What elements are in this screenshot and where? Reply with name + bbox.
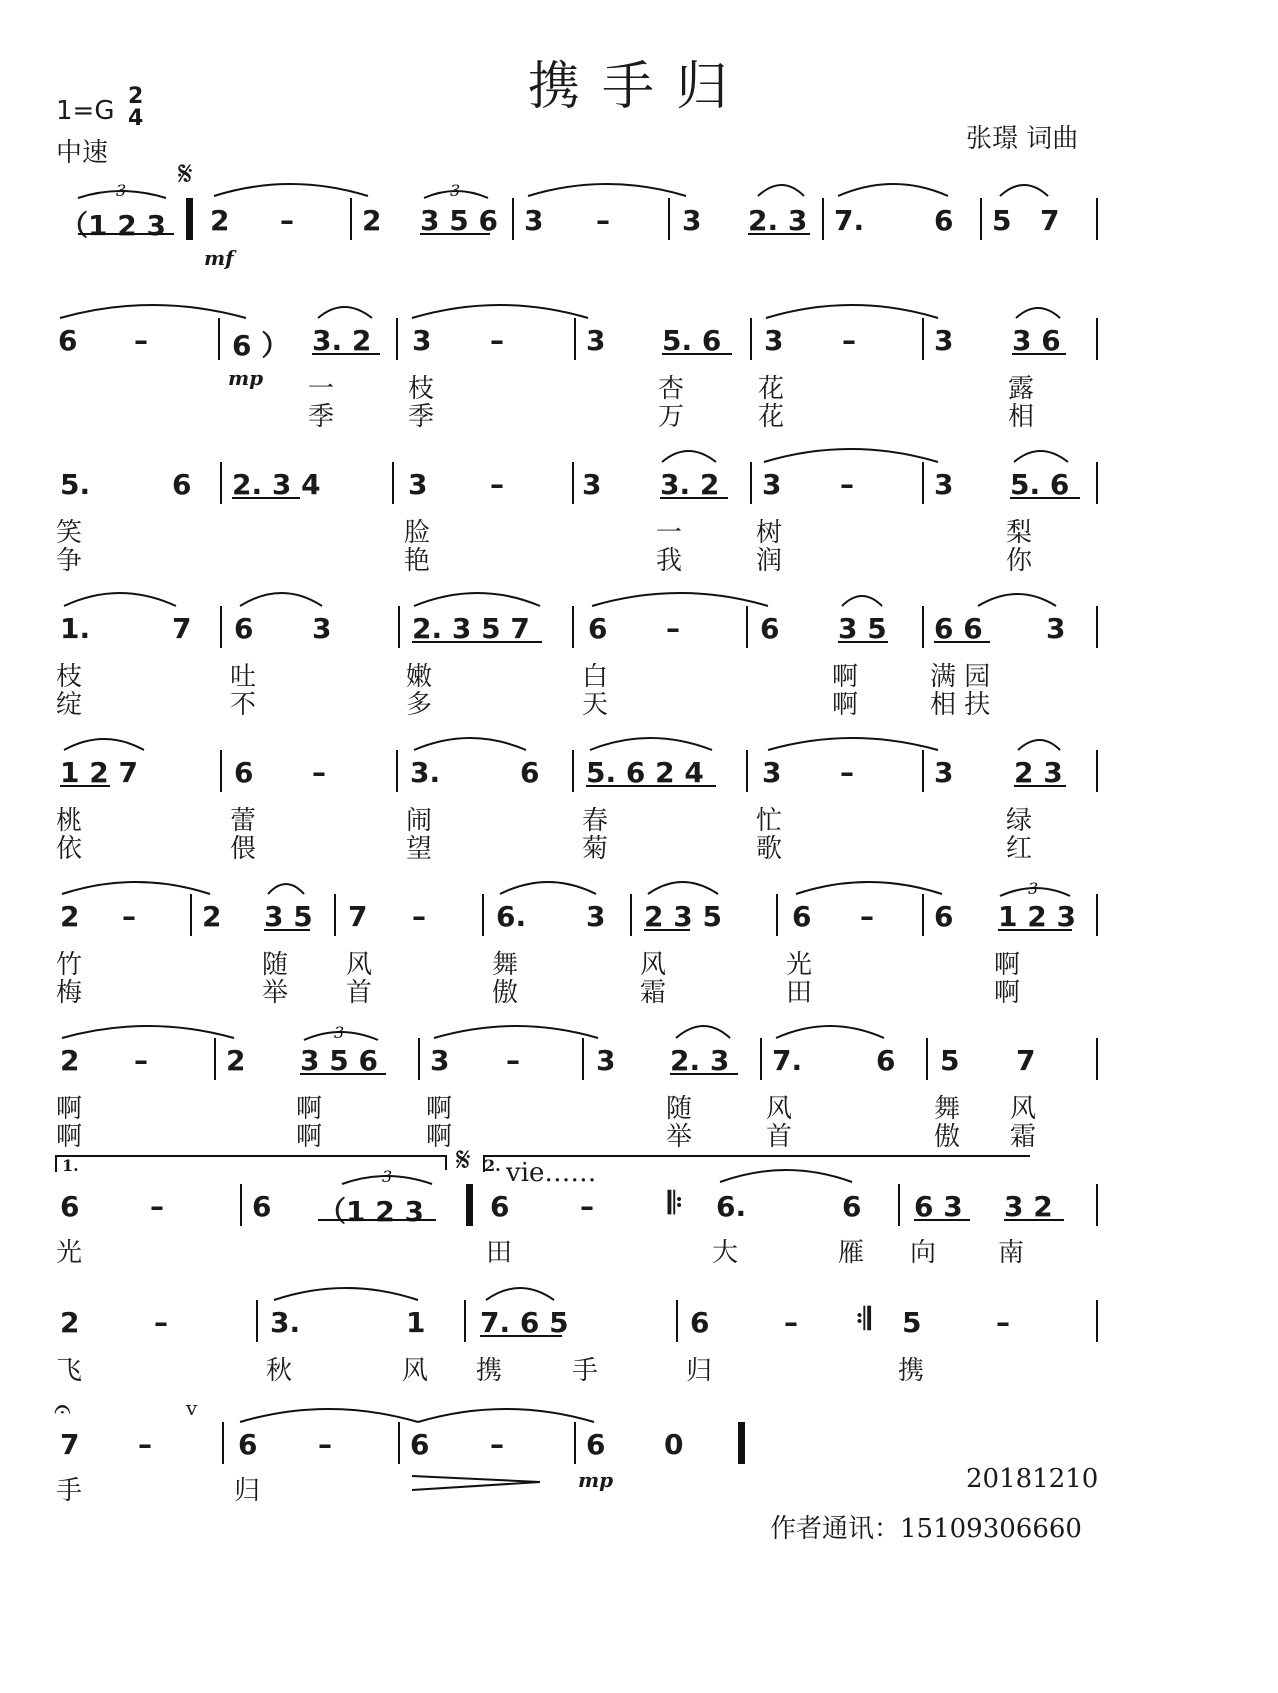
note: 3 5 xyxy=(264,900,313,933)
note: – xyxy=(490,1428,504,1461)
lyric: 携 xyxy=(898,1356,925,1386)
slur xyxy=(796,882,942,894)
author-credit: 张璟 词曲 xyxy=(966,124,1079,154)
note: – xyxy=(134,324,148,357)
volta-2-bracket xyxy=(484,1156,1030,1172)
slur xyxy=(414,738,526,750)
lyric: 霜 xyxy=(640,978,667,1008)
slur xyxy=(418,1409,594,1422)
note: 2 3 5 xyxy=(644,900,722,933)
note: 3 xyxy=(764,324,784,357)
note: 6 xyxy=(586,1428,606,1461)
lyric: 归 xyxy=(234,1476,261,1506)
note: – xyxy=(318,1428,332,1461)
lyric: 举 xyxy=(666,1122,693,1152)
lyric: 笑 xyxy=(56,518,83,548)
lyric: 季 xyxy=(408,402,435,432)
triplet-3: 3 xyxy=(450,181,461,200)
note: 3 6 xyxy=(1012,324,1061,357)
note: 3 5 6 xyxy=(420,204,498,237)
slur xyxy=(1016,308,1060,318)
note: – xyxy=(840,756,854,789)
note: 1. xyxy=(60,612,91,645)
slur xyxy=(1000,185,1048,196)
note: 6 xyxy=(792,900,812,933)
lyric: 你 xyxy=(1006,546,1033,576)
note: 7 xyxy=(172,612,192,645)
contact-info: 作者通讯：15109306660 xyxy=(770,1514,1082,1544)
note: 3 xyxy=(586,324,606,357)
lyric: 风 xyxy=(1010,1094,1037,1124)
triplet-3: 3 xyxy=(334,1023,345,1042)
lyric: 绽 xyxy=(56,690,83,720)
slur xyxy=(838,184,948,196)
slur xyxy=(592,593,768,606)
lyric: 满 园 xyxy=(930,662,991,692)
lyric: 啊 xyxy=(426,1094,453,1124)
note: 6 xyxy=(588,612,608,645)
lyric: 舞 xyxy=(934,1094,961,1124)
note: 6 xyxy=(842,1190,862,1223)
segno-mark: 𝄋 xyxy=(178,154,193,194)
lyric: 歌 xyxy=(756,834,783,864)
lyric: 嫩 xyxy=(406,662,433,692)
lyric: 一 xyxy=(656,518,683,548)
slur xyxy=(676,1026,730,1038)
note: – xyxy=(784,1306,798,1339)
note: 2 3 xyxy=(1014,756,1063,789)
triplet-3: 3 xyxy=(1028,879,1039,898)
segno-mark-2: 𝄋 xyxy=(456,1140,471,1180)
lyric: 啊 xyxy=(832,690,859,720)
note: 2 xyxy=(210,204,230,237)
note: 3 xyxy=(596,1044,616,1077)
note: – xyxy=(280,204,294,237)
note: 6 xyxy=(234,756,254,789)
note: 6 xyxy=(60,1190,80,1223)
note: 3 xyxy=(762,756,782,789)
lyric: 白 xyxy=(582,662,609,692)
lyric: 红 xyxy=(1006,834,1033,864)
note: 3 xyxy=(934,468,954,501)
note: – xyxy=(860,900,874,933)
lyric: 随 xyxy=(262,950,289,980)
slur xyxy=(766,305,938,318)
slur xyxy=(486,1288,554,1300)
note: 3 xyxy=(586,900,606,933)
key-signature: 1=G xyxy=(56,96,115,126)
slur xyxy=(1018,740,1060,750)
slur xyxy=(720,1170,852,1182)
vie-text: vie…… xyxy=(506,1158,597,1188)
lyric: 风 xyxy=(640,950,667,980)
slur xyxy=(648,882,718,894)
note: 5. xyxy=(60,468,91,501)
note: 7. 6 5 xyxy=(480,1306,569,1339)
slur xyxy=(64,739,144,750)
note: – xyxy=(996,1306,1010,1339)
note: – xyxy=(840,468,854,501)
lyric: 啊 xyxy=(832,662,859,692)
slur xyxy=(318,307,372,318)
note: 6 ） xyxy=(232,329,290,362)
lyric: 携 xyxy=(476,1356,503,1386)
repeat-start-barline: 𝄆 xyxy=(668,1186,683,1221)
lyric: 秋 xyxy=(266,1356,293,1386)
fermata-mark: 𝄐 xyxy=(54,1392,71,1427)
slur xyxy=(240,1409,418,1422)
note: 6 xyxy=(876,1044,896,1077)
note: 7 xyxy=(1040,204,1060,237)
slur xyxy=(590,738,712,750)
note: – xyxy=(412,900,426,933)
note: 5. 6 xyxy=(662,324,722,357)
lyric: 不 xyxy=(230,690,257,720)
note: 6 xyxy=(934,204,954,237)
slur xyxy=(274,1288,418,1300)
note: – xyxy=(580,1190,594,1223)
lyric: 相 扶 xyxy=(930,690,991,720)
lyric: 花 xyxy=(758,374,785,404)
slur xyxy=(62,882,210,894)
slur xyxy=(1014,451,1068,462)
slur xyxy=(764,449,938,462)
lyric: 桃 xyxy=(56,806,83,836)
note: 2 xyxy=(60,1044,80,1077)
lyric: 田 xyxy=(486,1238,513,1268)
slur xyxy=(434,1026,598,1038)
note: 1 xyxy=(406,1306,426,1339)
lyric: 傲 xyxy=(934,1122,961,1152)
lyric: 争 xyxy=(56,546,83,576)
note: 2 xyxy=(202,900,222,933)
lyric: 季 xyxy=(308,402,335,432)
note: 3 xyxy=(312,612,332,645)
slur xyxy=(500,882,596,894)
slur xyxy=(528,184,686,196)
lyric: 大 xyxy=(712,1238,739,1268)
lyric: 万 xyxy=(658,402,685,432)
lyric: 光 xyxy=(56,1238,83,1268)
lyric: 多 xyxy=(406,690,433,720)
lyric: 偎 xyxy=(230,834,257,864)
note: 3. 2 xyxy=(312,324,372,357)
repeat-end-barline: 𝄇 xyxy=(856,1302,871,1337)
lyric: 首 xyxy=(766,1122,793,1152)
volta-1-label: 1. xyxy=(62,1156,79,1175)
note: 3 xyxy=(1046,612,1066,645)
note: 6 xyxy=(934,900,954,933)
lyric: 舞 xyxy=(492,950,519,980)
lyric: 首 xyxy=(346,978,373,1008)
note: 7 xyxy=(348,900,368,933)
note: 3 xyxy=(682,204,702,237)
lyric: 梅 xyxy=(56,978,83,1008)
note: 3 xyxy=(524,204,544,237)
note: 6. xyxy=(496,900,527,933)
lyric: 绿 xyxy=(1006,806,1033,836)
note: – xyxy=(490,324,504,357)
lyric: 一 xyxy=(308,374,335,404)
note: 3. xyxy=(270,1306,301,1339)
note: 5. 6 2 4 xyxy=(586,756,704,789)
note: 3. 2 xyxy=(660,468,720,501)
note: 7. xyxy=(772,1044,803,1077)
lyric: 飞 xyxy=(56,1356,83,1386)
note: 2 xyxy=(362,204,382,237)
date-stamp: 20181210 xyxy=(966,1464,1099,1494)
note: 6 xyxy=(520,756,540,789)
lyric: 啊 xyxy=(296,1122,323,1152)
slur xyxy=(662,451,716,462)
slur xyxy=(768,738,938,750)
lyric: 望 xyxy=(406,834,433,864)
note: – xyxy=(150,1190,164,1223)
note: 7. xyxy=(834,204,865,237)
lyric: 相 xyxy=(1008,402,1035,432)
slur xyxy=(978,594,1056,606)
note: 3 5 6 xyxy=(300,1044,378,1077)
slur xyxy=(214,184,368,196)
lyric: 风 xyxy=(346,950,373,980)
lyric: 啊 xyxy=(426,1122,453,1152)
lyric: 手 xyxy=(572,1356,599,1386)
note: – xyxy=(122,900,136,933)
lyric: 啊 xyxy=(296,1094,323,1124)
note: 3 xyxy=(412,324,432,357)
note: – xyxy=(490,468,504,501)
note: 2 xyxy=(60,900,80,933)
note: 5. 6 xyxy=(1010,468,1070,501)
slur xyxy=(62,1026,234,1038)
dynamic-mp: mp xyxy=(228,366,264,390)
time-bottom: 4 xyxy=(128,106,144,131)
note: 6 xyxy=(172,468,192,501)
dynamic-mf: mf xyxy=(204,246,234,270)
lyric: 啊 xyxy=(994,978,1021,1008)
lyric: 啊 xyxy=(994,950,1021,980)
note: 3 2 xyxy=(1004,1190,1053,1223)
lyric: 依 xyxy=(56,834,83,864)
lyric: 光 xyxy=(786,950,813,980)
triplet-3: 3 xyxy=(116,181,127,200)
song-title: 携手归 xyxy=(527,57,750,117)
slur xyxy=(240,593,322,606)
note: 3 xyxy=(762,468,782,501)
lyric: 风 xyxy=(766,1094,793,1124)
lyric: 向 xyxy=(910,1238,937,1268)
lyric: 田 xyxy=(786,978,813,1008)
note: – xyxy=(312,756,326,789)
note: – xyxy=(154,1306,168,1339)
note: 6 xyxy=(238,1428,258,1461)
note: 6 xyxy=(760,612,780,645)
note: 1 2 3 xyxy=(998,900,1076,933)
note: 5 xyxy=(940,1044,960,1077)
tempo-marking: 中速 xyxy=(56,138,109,168)
breath-mark: v xyxy=(186,1396,198,1420)
note: 3 xyxy=(934,324,954,357)
lyric: 傲 xyxy=(492,978,519,1008)
slur xyxy=(60,305,246,318)
note: – xyxy=(666,612,680,645)
note: 6 xyxy=(252,1190,272,1223)
lyric: 霜 xyxy=(1010,1122,1037,1152)
lyric: 杏 xyxy=(658,374,685,404)
lyric: 闹 xyxy=(406,806,433,836)
lyric: 竹 xyxy=(56,950,83,980)
lyric: 啊 xyxy=(56,1094,83,1124)
lyric: 随 xyxy=(666,1094,693,1124)
lyric: 枝 xyxy=(408,374,435,404)
note: 2. 3 4 xyxy=(232,468,321,501)
note: – xyxy=(134,1044,148,1077)
decrescendo-hairpin xyxy=(412,1476,540,1490)
slur xyxy=(842,596,882,606)
slur xyxy=(414,593,540,606)
lyric: 蕾 xyxy=(230,806,257,836)
note: 1 2 7 xyxy=(60,756,138,789)
slur xyxy=(776,1026,884,1038)
note: 3. xyxy=(410,756,441,789)
note: 2. 3 xyxy=(748,204,808,237)
note: （1 2 3 xyxy=(60,209,166,242)
lyric: 润 xyxy=(756,546,783,576)
note: 3 xyxy=(934,756,954,789)
note: （1 2 3 xyxy=(318,1195,424,1228)
note: 6 xyxy=(58,324,78,357)
volta-2-label: 2. xyxy=(484,1156,501,1175)
note: 5 xyxy=(902,1306,922,1339)
note: – xyxy=(842,324,856,357)
note: 6 6 xyxy=(934,612,983,645)
lyric: 吐 xyxy=(230,662,257,692)
dynamic-mp-end: mp xyxy=(578,1468,614,1492)
lyric: 梨 xyxy=(1006,518,1033,548)
lyric: 树 xyxy=(756,518,783,548)
lyric: 举 xyxy=(262,978,289,1008)
note: 3 xyxy=(582,468,602,501)
note: 3 xyxy=(430,1044,450,1077)
note: 2. 3 5 7 xyxy=(412,612,530,645)
lyric: 花 xyxy=(758,402,785,432)
lyric: 我 xyxy=(656,546,683,576)
note: 3 5 xyxy=(838,612,887,645)
slur xyxy=(268,884,304,894)
note: – xyxy=(138,1428,152,1461)
note: 6 xyxy=(490,1190,510,1223)
lyric: 露 xyxy=(1008,374,1035,404)
lyric: 菊 xyxy=(582,834,609,864)
note: 3 xyxy=(408,468,428,501)
lyric: 手 xyxy=(56,1476,83,1506)
note: 6 xyxy=(690,1306,710,1339)
note: 6 xyxy=(234,612,254,645)
note: 6. xyxy=(716,1190,747,1223)
note: 2. 3 xyxy=(670,1044,730,1077)
lyric: 忙 xyxy=(756,806,783,836)
note: 7 xyxy=(60,1428,80,1461)
slur xyxy=(758,185,804,196)
note: 6 xyxy=(410,1428,430,1461)
slur xyxy=(412,305,588,318)
lyric: 天 xyxy=(582,690,609,720)
note: 0 xyxy=(664,1428,684,1461)
note: 6 3 xyxy=(914,1190,963,1223)
note: 2 xyxy=(60,1306,80,1339)
lyric: 南 xyxy=(998,1238,1025,1268)
lyric: 春 xyxy=(582,806,609,836)
note: – xyxy=(596,204,610,237)
note: 5 xyxy=(992,204,1012,237)
lyric: 艳 xyxy=(404,546,431,576)
note: 2 xyxy=(226,1044,246,1077)
lyric: 啊 xyxy=(56,1122,83,1152)
lyric: 风 xyxy=(402,1356,429,1386)
note: 7 xyxy=(1016,1044,1036,1077)
lyric: 脸 xyxy=(404,518,431,548)
time-top: 2 xyxy=(128,84,144,109)
lyric: 归 xyxy=(686,1356,713,1386)
lyric: 雁 xyxy=(838,1238,865,1268)
note: – xyxy=(506,1044,520,1077)
triplet-3: 3 xyxy=(382,1167,393,1186)
lyric: 枝 xyxy=(56,662,83,692)
slur xyxy=(64,593,176,606)
